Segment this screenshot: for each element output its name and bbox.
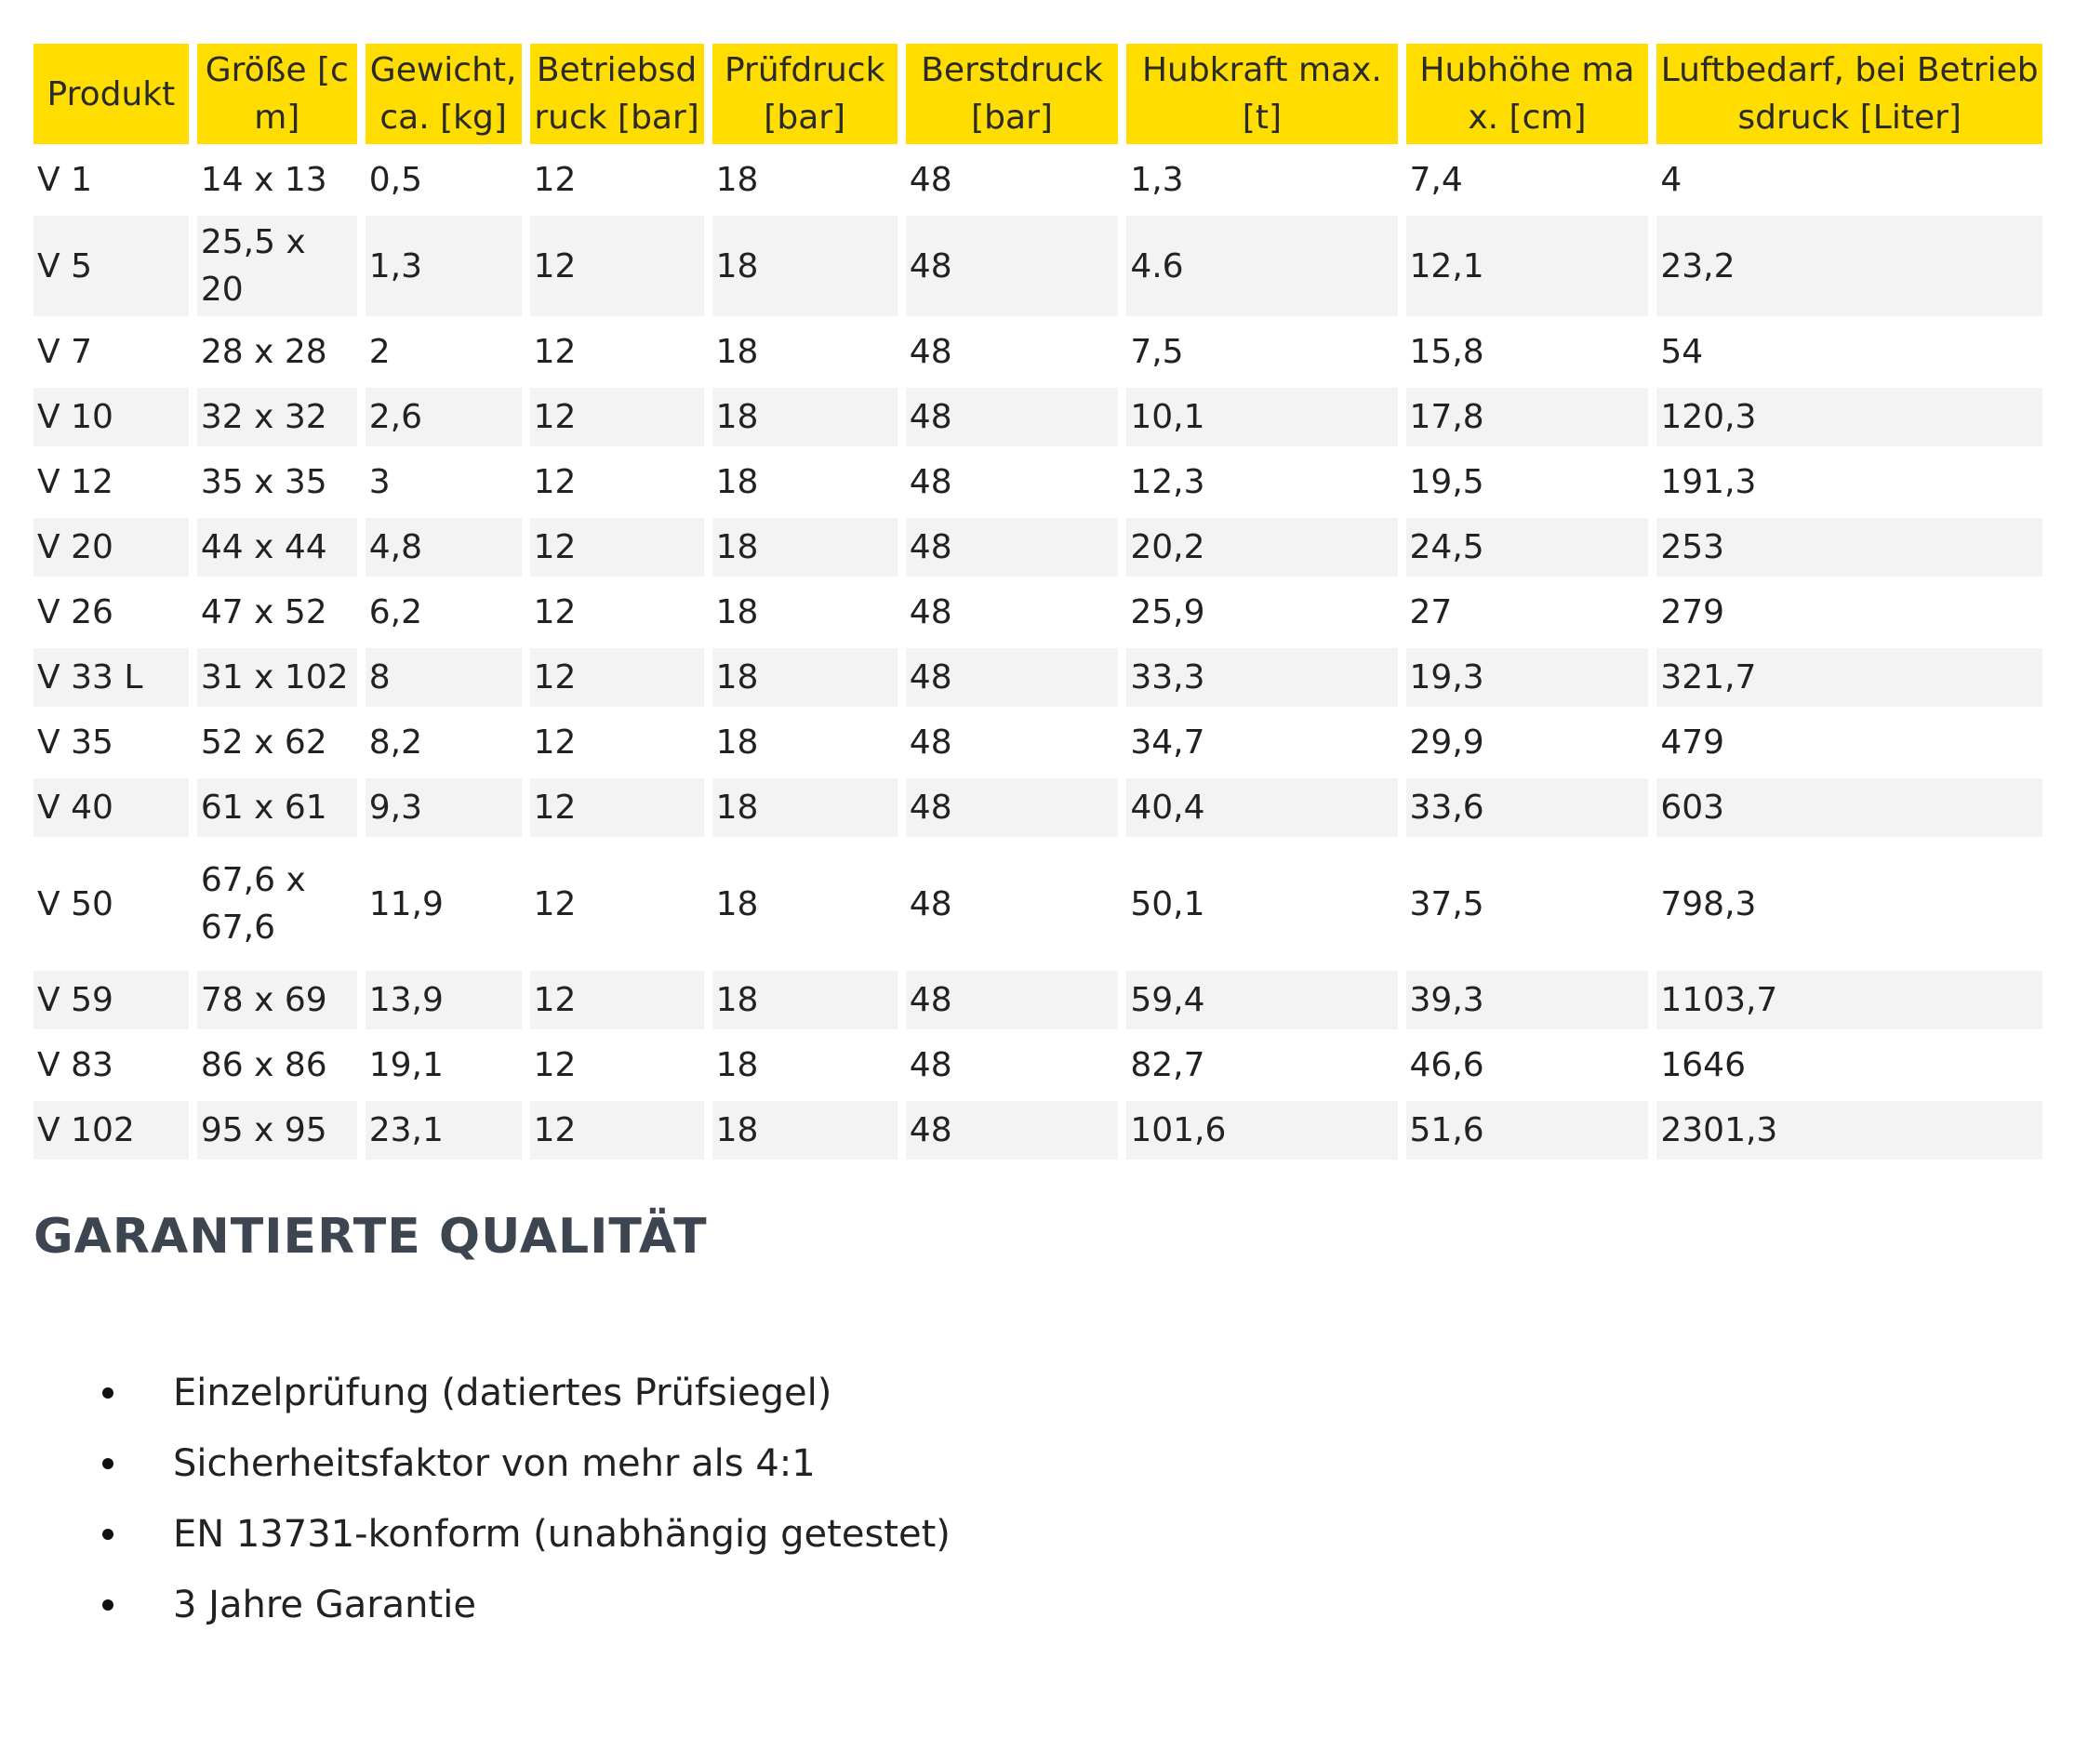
column-header-lifting-height: Hubhöhe max. [cm] (1406, 44, 1649, 144)
cell-product: V 12 (37, 463, 113, 501)
cell-test-pressure: 18 (715, 463, 759, 501)
cell-lifting-height: 33,6 (1406, 778, 1649, 837)
cell-burst-pressure: 48 (906, 518, 1119, 577)
cell-lifting-force: 4.6 (1126, 216, 1397, 316)
cell-lifting-force: 101,6 (1126, 1101, 1397, 1160)
cell-burst-pressure: 48 (906, 388, 1119, 446)
cell-lifting-height: 15,8 (1409, 333, 1484, 371)
cell-test-pressure: 18 (712, 778, 898, 837)
cell-air-requirement: 1646 (1660, 1046, 1746, 1084)
cell-product: V 59 (33, 971, 189, 1029)
cell-weight: 9,3 (366, 778, 522, 837)
cell-weight: 19,1 (368, 1046, 444, 1084)
cell-size: 95 x 95 (197, 1101, 357, 1160)
cell-air-requirement: 479 (1660, 723, 1725, 762)
cell-lifting-height: 46,6 (1409, 1046, 1484, 1084)
cell-size: 52 x 62 (200, 723, 327, 762)
cell-operating-pressure: 12 (533, 333, 577, 371)
cell-product: V 26 (37, 593, 113, 631)
cell-operating-pressure: 12 (530, 971, 704, 1029)
cell-air-requirement: 1103,7 (1656, 971, 2042, 1029)
cell-weight: 23,1 (366, 1101, 522, 1160)
cell-lifting-height: 51,6 (1406, 1101, 1649, 1160)
cell-product: V 35 (37, 723, 113, 762)
cell-size: 32 x 32 (197, 388, 357, 446)
cell-size: 47 x 52 (200, 593, 327, 631)
table-row (33, 388, 2042, 446)
cell-product: V 1 (37, 161, 92, 199)
cell-operating-pressure: 12 (533, 884, 577, 923)
cell-lifting-force: 40,4 (1126, 778, 1397, 837)
column-header-operating-pressure: Betriebsdruck [bar] (530, 44, 704, 144)
column-header-air-requirement: Luftbedarf, bei Betriebsdruck [Liter] (1656, 44, 2042, 144)
cell-size: 61 x 61 (197, 778, 357, 837)
cell-lifting-force: 7,5 (1130, 333, 1184, 371)
cell-weight: 13,9 (366, 971, 522, 1029)
cell-test-pressure: 18 (715, 593, 759, 631)
cell-air-requirement: 191,3 (1660, 463, 1757, 501)
cell-burst-pressure: 48 (906, 1101, 1119, 1160)
cell-weight: 2 (368, 333, 391, 371)
cell-test-pressure: 18 (715, 333, 759, 371)
cell-operating-pressure: 12 (530, 388, 704, 446)
cell-lifting-force: 33,3 (1126, 648, 1397, 707)
cell-lifting-height: 17,8 (1406, 388, 1649, 446)
list-item (33, 1570, 951, 1640)
column-header-burst-pressure: Berstdruck [bar] (906, 44, 1119, 144)
cell-weight: 4,8 (366, 518, 522, 577)
cell-burst-pressure: 48 (906, 648, 1119, 707)
cell-operating-pressure: 12 (533, 1046, 577, 1084)
cell-size: 35 x 35 (200, 463, 327, 501)
cell-lifting-height: 19,3 (1406, 648, 1649, 707)
cell-lifting-force: 59,4 (1126, 971, 1397, 1029)
cell-product: V 20 (33, 518, 189, 577)
cell-weight: 3 (368, 463, 391, 501)
cell-operating-pressure: 12 (530, 648, 704, 707)
cell-product: V 83 (37, 1046, 113, 1084)
column-header-product: Produkt (33, 44, 189, 144)
cell-lifting-force: 20,2 (1126, 518, 1397, 577)
cell-operating-pressure: 12 (533, 723, 577, 762)
table-row (33, 1101, 2042, 1160)
cell-lifting-force: 34,7 (1130, 723, 1205, 762)
table-body (33, 151, 2042, 1160)
cell-size: 86 x 86 (200, 1046, 327, 1084)
cell-weight: 0,5 (368, 161, 422, 199)
cell-burst-pressure: 48 (906, 778, 1119, 837)
cell-test-pressure: 18 (712, 518, 898, 577)
cell-air-requirement: 798,3 (1660, 884, 1757, 923)
cell-operating-pressure: 12 (530, 216, 704, 316)
cell-air-requirement: 279 (1660, 593, 1725, 631)
cell-burst-pressure: 48 (909, 723, 952, 762)
cell-burst-pressure: 48 (909, 1046, 952, 1084)
column-header-lifting-force: Hubkraft max. [t] (1126, 44, 1397, 144)
cell-lifting-force: 50,1 (1130, 884, 1205, 923)
cell-burst-pressure: 48 (909, 884, 952, 923)
cell-air-requirement: 54 (1660, 333, 1704, 371)
list-item (33, 1358, 951, 1428)
cell-lifting-height: 39,3 (1406, 971, 1649, 1029)
cell-operating-pressure: 12 (533, 593, 577, 631)
cell-lifting-height: 24,5 (1406, 518, 1649, 577)
cell-size: 28 x 28 (200, 333, 327, 371)
cell-product: V 10 (33, 388, 189, 446)
table-row (33, 518, 2042, 577)
cell-lifting-force: 25,9 (1130, 593, 1205, 631)
cell-test-pressure: 18 (715, 1046, 759, 1084)
cell-product: V 33 L (33, 648, 189, 707)
bullet-icon (102, 1387, 113, 1399)
cell-operating-pressure: 12 (533, 463, 577, 501)
cell-burst-pressure: 48 (906, 216, 1119, 316)
cell-burst-pressure: 48 (909, 161, 952, 199)
bullet-icon (102, 1529, 113, 1540)
cell-operating-pressure: 12 (530, 518, 704, 577)
list-item (33, 1428, 951, 1499)
cell-lifting-height: 27 (1409, 593, 1453, 631)
page-content (33, 37, 2042, 1626)
cell-burst-pressure: 48 (909, 463, 952, 501)
cell-weight: 8 (366, 648, 522, 707)
cell-lifting-height: 7,4 (1409, 161, 1463, 199)
cell-air-requirement: 253 (1656, 518, 2042, 577)
cell-lifting-force: 82,7 (1130, 1046, 1205, 1084)
cell-size: 31 x 102 (197, 648, 357, 707)
cell-lifting-height: 12,1 (1406, 216, 1649, 316)
cell-lifting-force: 12,3 (1130, 463, 1205, 501)
list-item-label: Einzelprüfung (datiertes Prüfsiegel) (173, 1372, 832, 1414)
cell-test-pressure: 18 (712, 1101, 898, 1160)
cell-air-requirement: 2301,3 (1656, 1101, 2042, 1160)
cell-lifting-force: 1,3 (1130, 161, 1184, 199)
list-item-label: Sicherheitsfaktor von mehr als 4:1 (173, 1442, 816, 1485)
column-header-weight: Gewicht, ca. [kg] (366, 44, 522, 144)
bullet-icon (102, 1599, 113, 1611)
cell-test-pressure: 18 (712, 216, 898, 316)
cell-lifting-force: 10,1 (1126, 388, 1397, 446)
table-row (33, 1036, 2042, 1094)
cell-lifting-height: 37,5 (1409, 884, 1484, 923)
table-header-row (33, 44, 2042, 144)
cell-burst-pressure: 48 (909, 593, 952, 631)
cell-size: 25,5 x 20 (197, 216, 357, 316)
cell-product: V 40 (33, 778, 189, 837)
cell-test-pressure: 18 (712, 971, 898, 1029)
cell-product: V 50 (37, 884, 113, 923)
cell-weight: 8,2 (368, 723, 422, 762)
cell-air-requirement: 120,3 (1656, 388, 2042, 446)
cell-size: 67,6 x 67,6 (200, 861, 306, 947)
cell-product: V 7 (37, 333, 92, 371)
cell-burst-pressure: 48 (909, 333, 952, 371)
cell-weight: 1,3 (366, 216, 522, 316)
cell-size: 14 x 13 (200, 161, 327, 199)
cell-test-pressure: 18 (715, 723, 759, 762)
list-item (33, 1499, 951, 1570)
table-row (33, 648, 2042, 707)
cell-test-pressure: 18 (712, 388, 898, 446)
table-row (33, 778, 2042, 837)
cell-burst-pressure: 48 (906, 971, 1119, 1029)
cell-air-requirement: 23,2 (1656, 216, 2042, 316)
product-spec-table (25, 37, 2051, 1166)
cell-weight: 6,2 (368, 593, 422, 631)
cell-size: 44 x 44 (197, 518, 357, 577)
table-row (33, 216, 2042, 316)
cell-operating-pressure: 12 (533, 161, 577, 199)
table-row (33, 151, 2042, 209)
table-row (33, 971, 2042, 1029)
cell-weight: 2,6 (366, 388, 522, 446)
cell-air-requirement: 603 (1656, 778, 2042, 837)
section-title: GARANTIERTE QUALITÄT (33, 1209, 708, 1265)
list-item-label: EN 13731-konform (unabhängig getestet) (173, 1513, 951, 1556)
table-row (33, 453, 2042, 511)
cell-test-pressure: 18 (715, 161, 759, 199)
cell-air-requirement: 4 (1660, 161, 1682, 199)
cell-product: V 102 (33, 1101, 189, 1160)
table-row (33, 323, 2042, 381)
column-header-size: Größe [cm] (197, 44, 357, 144)
cell-test-pressure: 18 (712, 648, 898, 707)
table-row (33, 713, 2042, 772)
quality-feature-list (33, 1358, 951, 1640)
list-item-label: 3 Jahre Garantie (173, 1584, 476, 1626)
column-header-test-pressure: Prüfdruck [bar] (712, 44, 898, 144)
cell-size: 78 x 69 (197, 971, 357, 1029)
cell-operating-pressure: 12 (530, 1101, 704, 1160)
cell-test-pressure: 18 (715, 884, 759, 923)
cell-lifting-height: 19,5 (1409, 463, 1484, 501)
table-row (33, 843, 2042, 964)
bullet-icon (102, 1458, 113, 1469)
cell-air-requirement: 321,7 (1656, 648, 2042, 707)
cell-product: V 5 (33, 216, 189, 316)
cell-lifting-height: 29,9 (1409, 723, 1484, 762)
cell-operating-pressure: 12 (530, 778, 704, 837)
cell-weight: 11,9 (368, 884, 444, 923)
table-row (33, 583, 2042, 642)
